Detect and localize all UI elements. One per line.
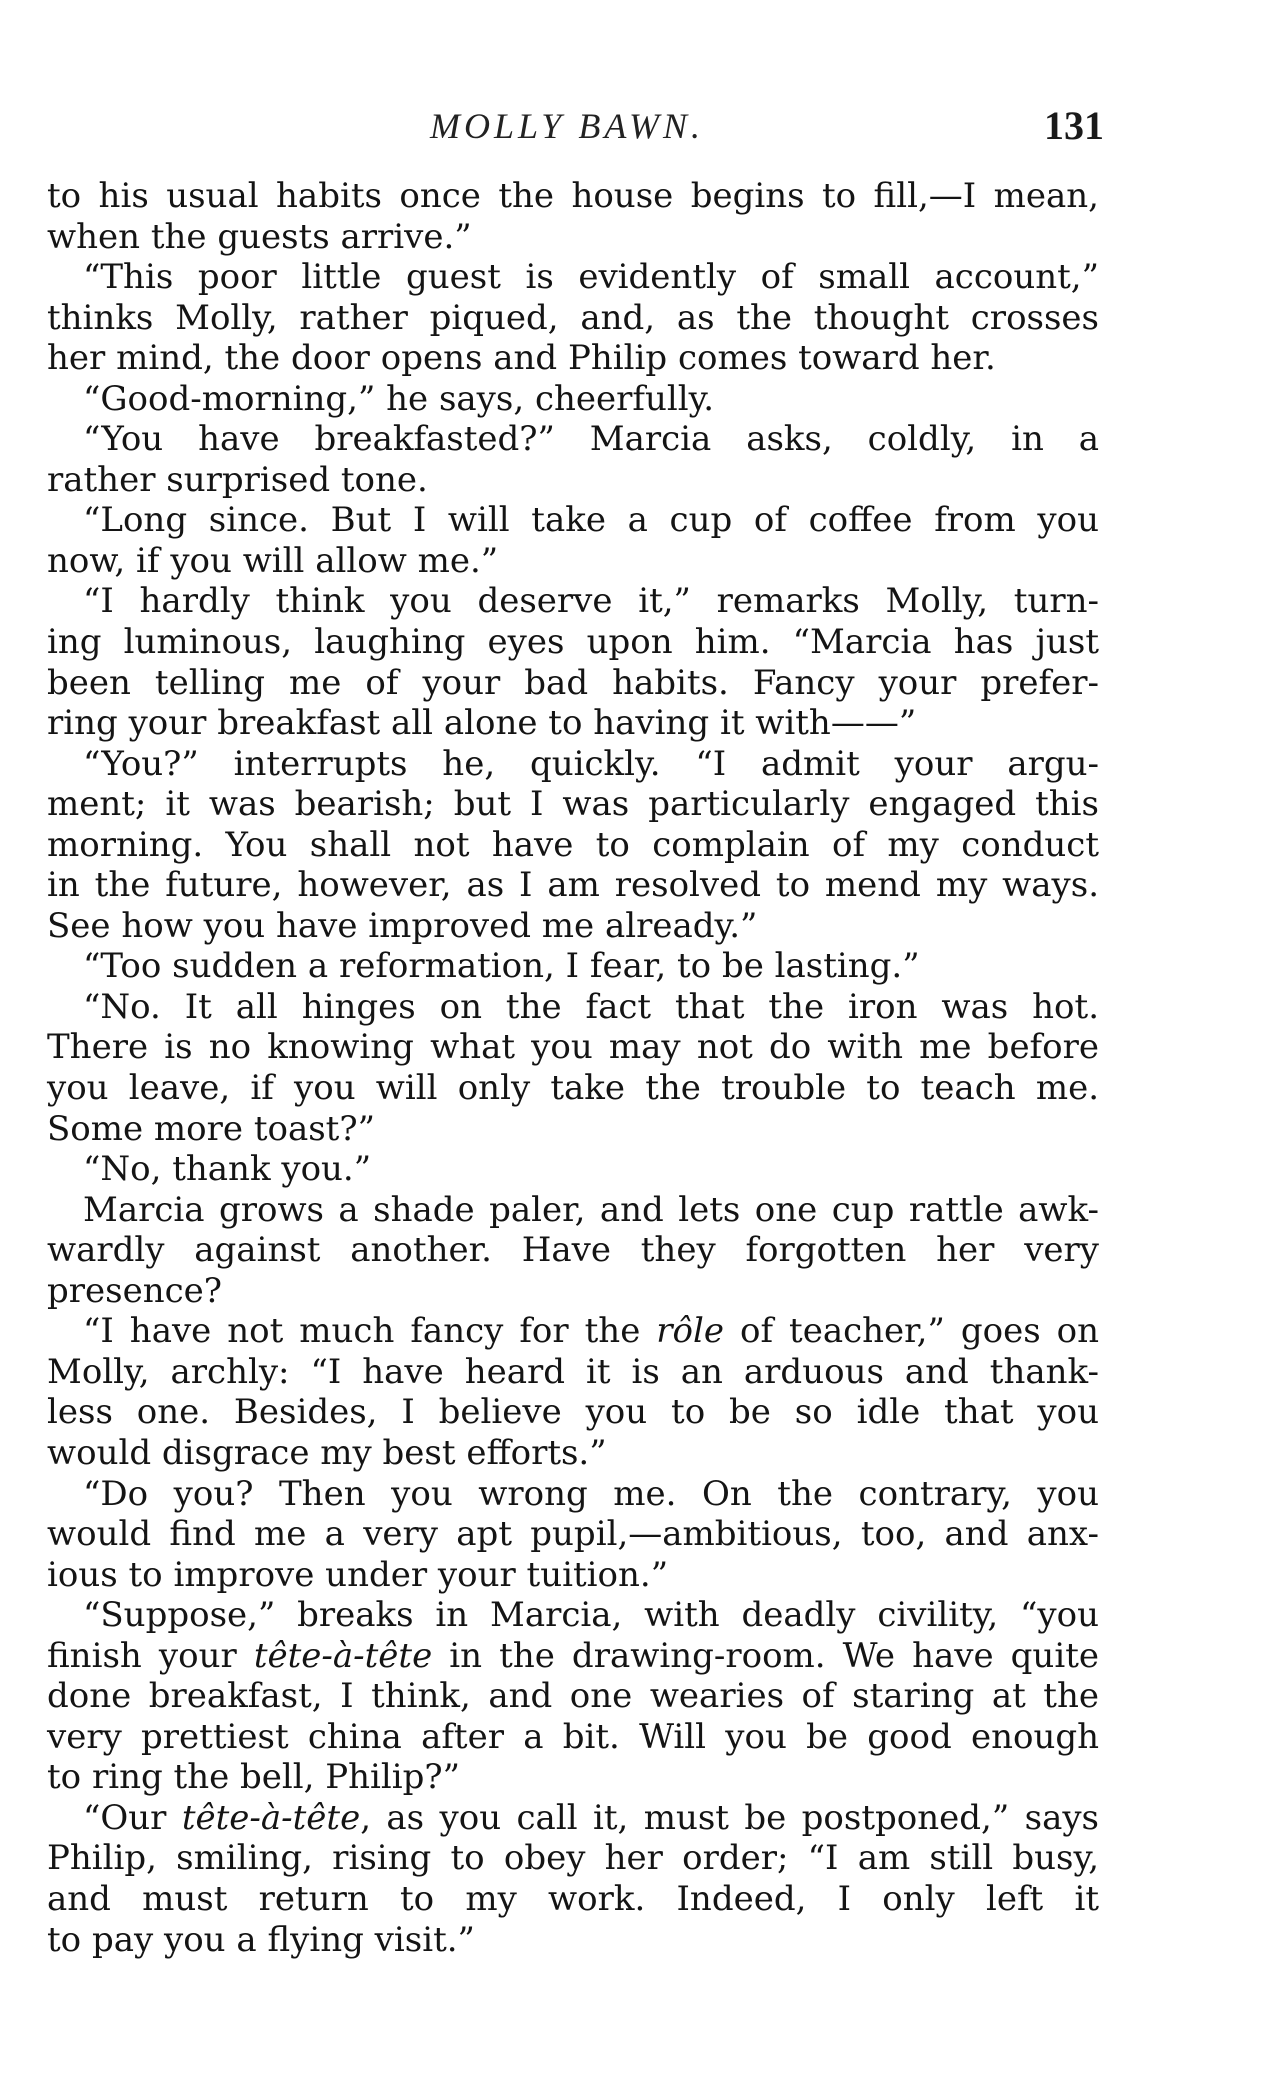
text-line: Some more toast?” (47, 1108, 375, 1149)
italic-word: tête-à-tête (181, 1797, 361, 1838)
text-line: ious to improve under your tuition.” (47, 1554, 669, 1595)
page-number: 131 (1044, 103, 1104, 148)
text-line: presence? (47, 1270, 222, 1311)
text-line: “Suppose,” breaks in Marcia, with deadly civility, “you (83, 1595, 1099, 1636)
text-line: There is no knowing what you may not do with me before (47, 1027, 1099, 1068)
text-line: now, if you will allow me.” (47, 540, 499, 581)
text-line: “You?” interrupts he, quickly. “I admit your argu- (83, 743, 1099, 784)
text-line: and must return to my work. Indeed, I only left it (47, 1878, 1099, 1919)
text-line: would disgrace my best efforts.” (47, 1432, 607, 1473)
text-line: less one. Besides, I believe you to be so idle that you (47, 1392, 1099, 1433)
text-line: “Good-morning,” he says, cheerfully. (83, 378, 715, 419)
text-line: ing luminous, laughing eyes upon him. “Marcia has just (47, 622, 1099, 663)
text-line: Marcia grows a shade paler, and lets one cup rattle awk- (83, 1189, 1099, 1230)
text-line: very prettiest china after a bit. Will you be good enough (47, 1716, 1099, 1757)
text-line: ment; it was bearish; but I was particularly engaged this (47, 784, 1099, 825)
text-line: “I hardly think you deserve it,” remarks Molly, turn- (83, 581, 1099, 622)
text-line: “No, thank you.” (83, 1149, 372, 1190)
body-text (47, 176, 1099, 1960)
text-line: done breakfast, I think, and one wearies of staring at the (47, 1676, 1099, 1717)
text-line: “Too sudden a reformation, I fear, to be lasting.” (83, 946, 920, 987)
text-line: See how you have improved me already.” (47, 905, 758, 946)
text-line: “Do you? Then you wrong me. On the contrary, you (83, 1473, 1099, 1514)
text-line: to his usual habits once the house begins to fill,—I mean, (47, 176, 1099, 216)
text-line: would find me a very apt pupil,—ambitious, too, and anx- (47, 1514, 1099, 1555)
text-line: been telling me of your bad habits. Fancy your prefer- (47, 662, 1099, 703)
italic-word: tête-à-tête (253, 1635, 433, 1676)
text-line: “Long since. But I will take a cup of coffee from you (83, 500, 1099, 541)
text-line: her mind, the door opens and Philip comes toward her. (47, 338, 996, 379)
text-line: when the guests arrive.” (47, 216, 472, 257)
text-line: finish your tête-à-tête in the drawing-room. We have quite (47, 1635, 1099, 1676)
text-line: “You have breakfasted?” Marcia asks, coldly, in a (83, 419, 1099, 460)
text-line: rather surprised tone. (47, 459, 428, 500)
text-line: in the future, however, as I am resolved to mend my ways. (47, 865, 1099, 906)
text-line: to ring the bell, Philip?” (47, 1757, 461, 1798)
text-line: you leave, if you will only take the trouble to teach me. (47, 1068, 1099, 1109)
text-line: morning. You shall not have to complain of my conduct (47, 824, 1099, 865)
text-line: Philip, smiling, rising to obey her order; “I am still busy, (47, 1838, 1099, 1879)
text-line: “This poor little guest is evidently of small account,” (83, 257, 1099, 298)
text-line: ring your breakfast all alone to having it with——” (47, 703, 917, 744)
text-line: Molly, archly: “I have heard it is an arduous and thank- (47, 1351, 1099, 1392)
running-head: MOLLY BAWN. (430, 106, 704, 146)
italic-word: rôle (656, 1311, 725, 1352)
text-line: wardly against another. Have they forgotten her very (47, 1230, 1099, 1271)
text-line: “Our tête-à-tête, as you call it, must be postponed,” says (83, 1797, 1099, 1838)
text-line: “No. It all hinges on the fact that the iron was hot. (83, 986, 1099, 1027)
text-line: thinks Molly, rather piqued, and, as the thought crosses (47, 297, 1099, 338)
text-line: to pay you a flying visit.” (47, 1919, 475, 1960)
text-line: “I have not much fancy for the rôle of teacher,” goes on (83, 1311, 1099, 1352)
